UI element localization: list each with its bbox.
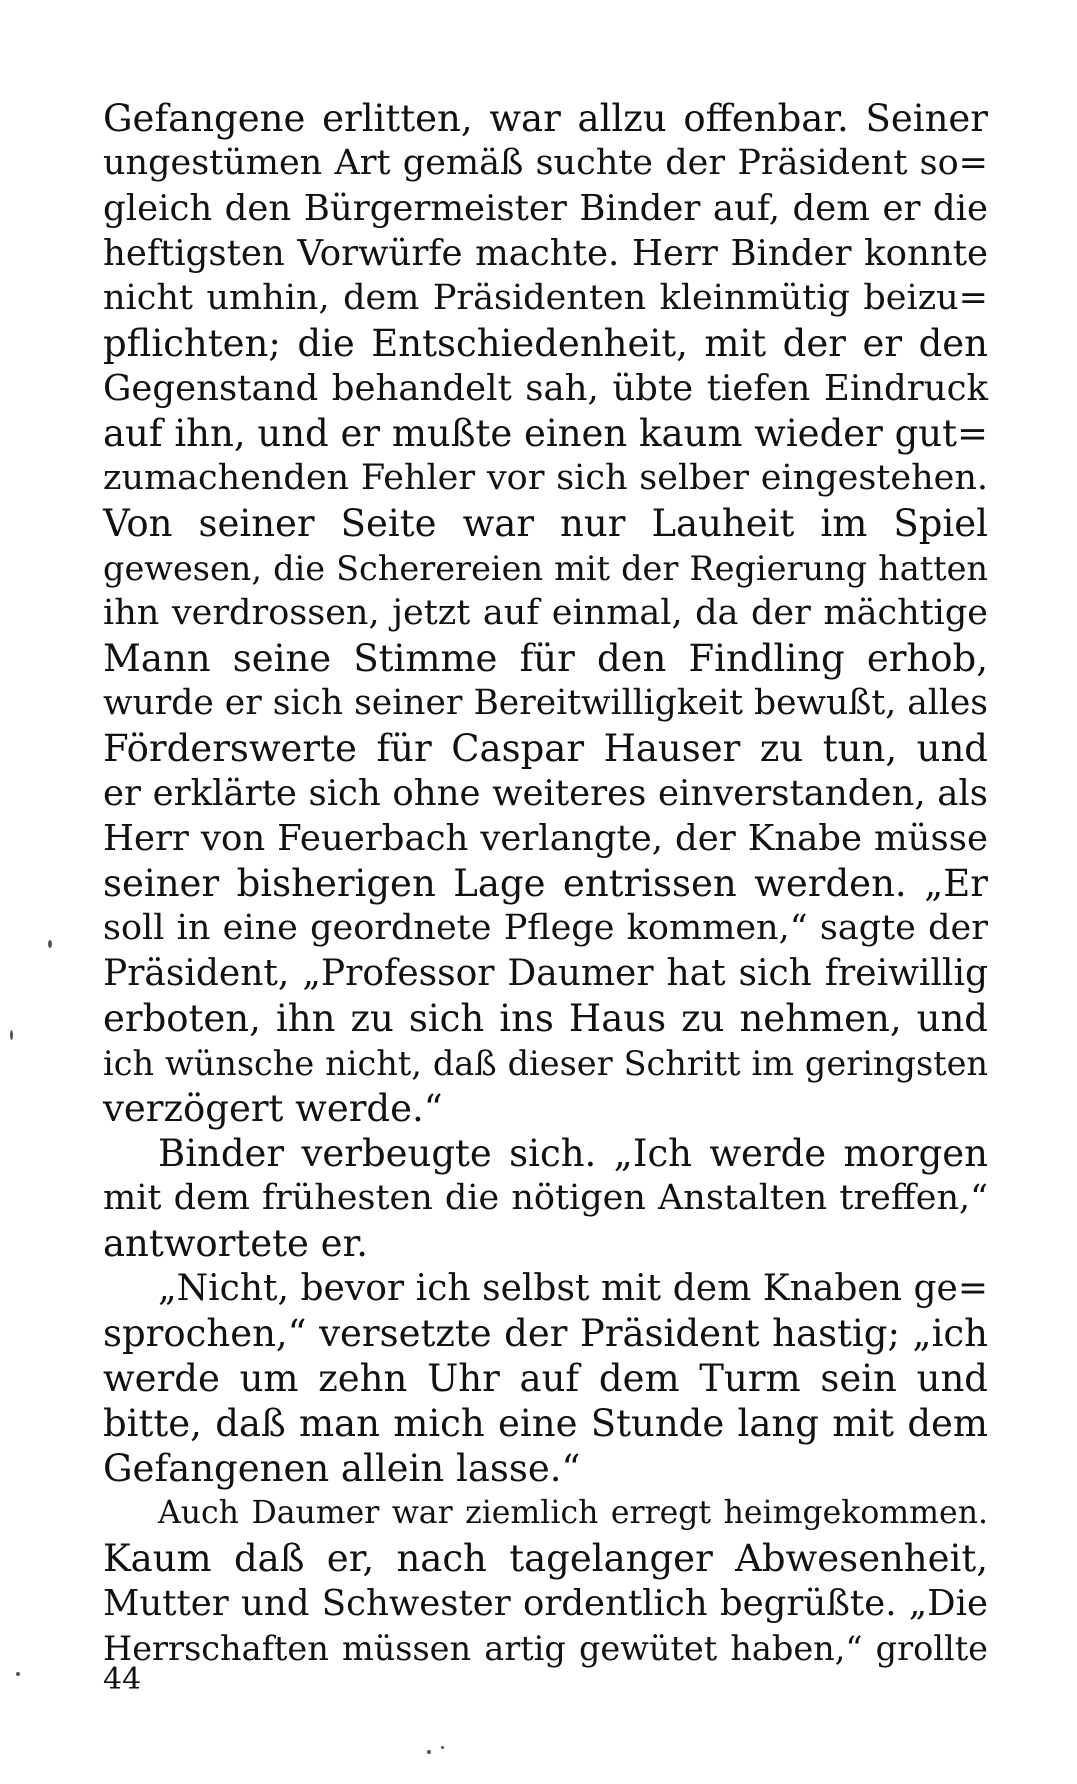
- text-line: ich wünsche nicht, daß dieser Schritt im geringsten: [103, 1044, 988, 1083]
- page-number: 44: [103, 1662, 142, 1697]
- text-line: gleich den Bürgermeister Binder auf, dem er die: [103, 188, 988, 229]
- print-speck: [16, 1672, 20, 1676]
- text-line: Herrschaften müssen artig gewütet haben,“ grollte: [103, 1629, 988, 1668]
- text-line: wurde er sich seiner Bereitwilligkeit bewußt, alles: [103, 683, 988, 723]
- text-line: Gefangenen allein lasse.“: [103, 1447, 581, 1490]
- text-line: Kaum daß er, nach tagelanger Abwesenheit,: [103, 1537, 988, 1580]
- text-line: ihn verdrossen, jetzt auf einmal, da der mächtige: [103, 593, 988, 633]
- text-line: zumachenden Fehler vor sich selber eingestehen.: [103, 458, 988, 498]
- print-speck: [441, 1746, 444, 1749]
- text-line: werde um zehn Uhr auf dem Turm sein und: [103, 1357, 988, 1400]
- text-line: Binder verbeugte sich. „Ich werde morgen: [158, 1132, 988, 1175]
- text-line: Gefangene erlitten, war allzu offenbar. Seiner: [103, 97, 988, 140]
- text-line: Herr von Feuerbach verlangte, der Knabe müsse: [103, 818, 988, 859]
- text-line: mit dem frühesten die nötigen Anstalten treffen,“: [103, 1178, 988, 1218]
- print-speck: [427, 1750, 431, 1754]
- text-line: „Nicht, bevor ich selbst mit dem Knaben ge=: [158, 1268, 988, 1309]
- text-line: gewesen, die Scherereien mit der Regierung hatten: [103, 549, 988, 588]
- print-speck: [48, 940, 52, 948]
- text-line: Förderswerte für Caspar Hauser zu tun, und: [103, 727, 988, 770]
- text-line: pflichten; die Entschiedenheit, mit der er den: [103, 322, 988, 365]
- text-line: bitte, daß man mich eine Stunde lang mit dem: [103, 1402, 988, 1445]
- text-line: seiner bisherigen Lage entrissen werden. „Er: [103, 862, 988, 905]
- text-line: Gegenstand behandelt sah, übte tiefen Eindruck: [103, 368, 988, 409]
- body-text: [103, 96, 988, 1671]
- text-line: erboten, ihn zu sich ins Haus zu nehmen, und: [103, 997, 988, 1040]
- text-line: soll in eine geordnete Pflege kommen,“ sagte der: [103, 908, 988, 948]
- print-speck: [10, 1030, 13, 1040]
- text-line: antwortete er.: [103, 1222, 368, 1265]
- text-line: sprochen,“ versetzte der Präsident hastig; „ich: [103, 1312, 988, 1355]
- text-line: heftigsten Vorwürfe machte. Herr Binder konnte: [103, 233, 988, 274]
- text-line: Von seiner Seite war nur Lauheit im Spiel: [103, 502, 988, 545]
- text-line: verzögert werde.“: [103, 1087, 443, 1130]
- text-line: er erklärte sich ohne weiteres einverstanden, als: [103, 773, 988, 814]
- text-line: Mutter und Schwester ordentlich begrüßte. „Die: [103, 1583, 988, 1624]
- text-line: Auch Daumer war ziemlich erregt heimgekommen.: [158, 1495, 988, 1531]
- text-line: auf ihn, und er mußte einen kaum wieder gut=: [103, 412, 988, 455]
- text-line: nicht umhin, dem Präsidenten kleinmütig beizu=: [103, 278, 988, 318]
- text-line: Präsident, „Professor Daumer hat sich freiwillig: [103, 953, 988, 994]
- text-line: ungestümen Art gemäß suchte der Präsident so=: [103, 143, 988, 183]
- text-line: Mann seine Stimme für den Findling erhob,: [103, 637, 988, 680]
